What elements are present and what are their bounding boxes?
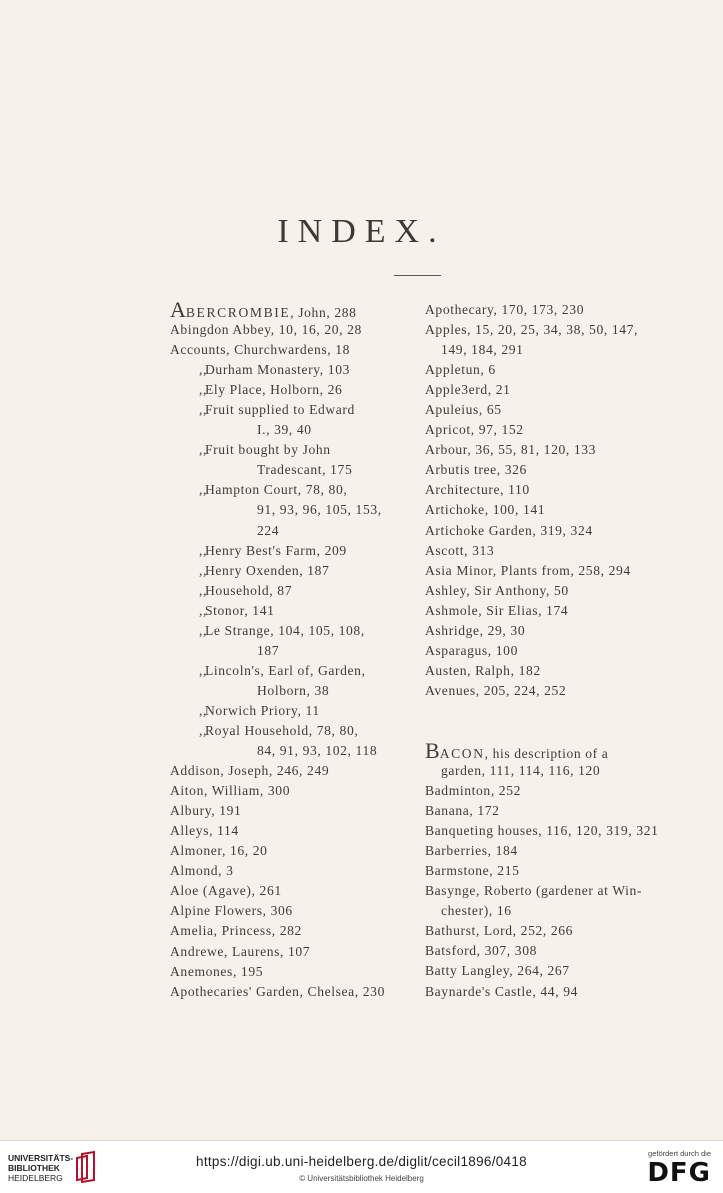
ditto-mark: ,, [199,582,207,598]
library-name-line3: HEIDELBERG [8,1173,63,1183]
index-entry: Basynge, Roberto (gardener at Win- [425,883,643,899]
index-subentry [170,440,406,460]
index-entry: Albury, 191 [170,803,242,819]
entry-text: Henry Oxenden, 187 [205,562,330,578]
small-caps-heading: ACON [439,745,485,761]
index-entry-continuation: 84, 91, 93, 102, 118 [257,743,378,759]
index-entry: Barberries, 184 [425,843,518,859]
index-entry-continuation: 91, 93, 96, 105, 153, [257,502,382,518]
index-entry-continuation: Holborn, 38 [257,682,330,698]
entry-text: Ely Place, Holborn, 26 [205,382,343,398]
index-entry: Asparagus, 100 [425,642,518,658]
entry-text: Royal Household, 78, 80, [205,722,359,738]
index-entry: Addison, Joseph, 246, 249 [170,763,330,779]
entry-text: Lincoln's, Earl of, Garden, [205,662,366,678]
viewer-footer [0,1140,723,1193]
ditto-mark: ,, [199,442,207,458]
index-column-right [425,300,665,1002]
index-entry-continuation: 149, 184, 291 [441,342,524,358]
index-subentry [170,621,406,641]
entry-text: Durham Monastery, 103 [205,362,350,378]
index-entry: Batty Langley, 264, 267 [425,963,570,979]
ditto-mark: ,, [199,402,207,418]
library-name-line1: UNIVERSITÄTS- [8,1153,74,1163]
ditto-mark: ,, [199,702,207,718]
index-entry-letter-heading [425,737,665,763]
entry-text: Le Strange, 104, 105, 108, [205,622,365,638]
page-title: INDEX. [277,213,446,250]
entry-text: Fruit supplied to Edward [205,402,355,418]
index-entry: Appletun, 6 [425,362,496,378]
dfg-logo: DFG [647,1158,711,1188]
index-entry: Apple3erd, 21 [425,382,511,398]
index-entry: Apricot, 97, 152 [425,422,524,438]
index-entry-continuation: Tradescant, 175 [257,462,353,478]
index-entry-continuation: 224 [257,522,280,538]
index-subentry [170,380,406,400]
ditto-mark: ,, [199,542,207,558]
index-entry: Artichoke Garden, 319, 324 [425,522,593,538]
entry-text: Hampton Court, 78, 80, [205,482,348,498]
title-rule [394,275,441,276]
index-entry-continuation: garden, 111, 114, 116, 120 [441,762,601,778]
ditto-mark: ,, [199,622,207,638]
section-gap [425,701,665,741]
index-entry: Anemones, 195 [170,963,264,979]
index-subentry [170,601,406,621]
index-entry: Andrewe, Laurens, 107 [170,943,311,959]
index-entry: Arbour, 36, 55, 81, 120, 133 [425,442,597,458]
ditto-mark: ,, [199,362,207,378]
index-entry: Almond, 3 [170,863,234,879]
index-subentry [170,661,406,681]
index-entry: Abingdon Abbey, 10, 16, 20, 28 [170,322,362,338]
entry-text: Household, 87 [205,582,293,598]
index-subentry [170,721,406,741]
small-caps-heading: BERCROMBIE [185,305,291,320]
index-entry: Bathurst, Lord, 252, 266 [425,923,574,939]
ditto-mark: ,, [199,562,207,578]
ditto-mark: ,, [199,602,207,618]
index-subentry [170,701,406,721]
entry-text: Norwich Priory, 11 [205,702,320,718]
index-entry: Asia Minor, Plants from, 258, 294 [425,562,631,578]
entry-text: , his description of a [484,745,609,761]
index-entry: Alpine Flowers, 306 [170,903,293,919]
index-entry: Avenues, 205, 224, 252 [425,682,567,698]
index-entry: Accounts, Churchwardens, 18 [170,342,351,358]
index-entry: Banana, 172 [425,803,500,819]
index-subentry [170,480,406,500]
index-subentry [170,581,406,601]
index-entry: Alleys, 114 [170,823,239,839]
entry-text: Henry Best's Farm, 209 [205,542,347,558]
index-entry: Artichoke, 100, 141 [425,502,546,518]
index-entry-continuation: chester), 16 [441,903,512,919]
index-entry: Ashmole, Sir Elias, 174 [425,602,569,618]
index-entry: Almoner, 16, 20 [170,843,268,859]
index-subentry [170,561,406,581]
index-subentry [170,360,406,380]
index-entry-letter-heading [170,297,406,322]
index-entry: Badminton, 252 [425,783,522,799]
index-entry: Baynarde's Castle, 44, 94 [425,983,578,999]
entry-text: Stonor, 141 [205,602,275,618]
index-entry: Apples, 15, 20, 25, 34, 38, 50, 147, [425,322,639,338]
index-entry: Ashley, Sir Anthony, 50 [425,582,569,598]
permalink-url[interactable]: https://digi.ub.uni-heidelberg.de/diglit/cecil1896/0418 [196,1154,527,1169]
index-entry-continuation: I., 39, 40 [257,422,312,438]
index-entry: Austen, Ralph, 182 [425,662,541,678]
index-entry-continuation: 187 [257,642,280,658]
index-entry: Architecture, 110 [425,482,530,498]
index-subentry [170,400,406,420]
index-entry: Barmstone, 215 [425,863,520,879]
index-entry: Aloe (Agave), 261 [170,883,282,899]
entry-text: Fruit bought by John [205,442,331,458]
funding-label: gefördert durch die [648,1149,711,1158]
ditto-mark: ,, [199,722,207,738]
index-entry: Ascott, 313 [425,542,495,558]
index-entry: Arbutis tree, 326 [425,462,527,478]
library-name-line2: BIBLIOTHEK [8,1163,60,1173]
ditto-mark: ,, [199,482,207,498]
index-subentry [170,541,406,561]
initial-capital: A [170,297,186,322]
copyright-notice: © Universitätsbibliothek Heidelberg [299,1174,424,1183]
index-entry: Apothecaries' Garden, Chelsea, 230 [170,983,385,999]
index-entry: Amelia, Princess, 282 [170,923,302,939]
index-entry: Banqueting houses, 116, 120, 319, 321 [425,823,659,839]
index-entry: Apothecary, 170, 173, 230 [425,302,585,317]
index-entry: Batsford, 307, 308 [425,943,537,959]
index-entry: Ashridge, 29, 30 [425,622,526,638]
ditto-mark: ,, [199,662,207,678]
index-entry: Apuleius, 65 [425,402,502,418]
initial-capital: B [425,737,440,763]
ditto-mark: ,, [199,382,207,398]
index-column-left [170,297,406,1002]
entry-text: , John, 288 [290,305,357,320]
index-entry: Aiton, William, 300 [170,783,291,799]
